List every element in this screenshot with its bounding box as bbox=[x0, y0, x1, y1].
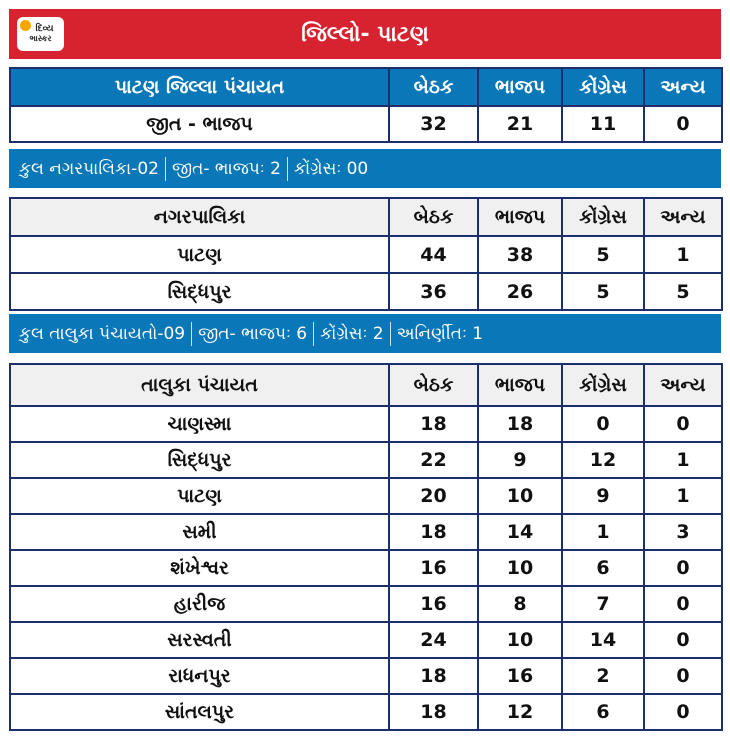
header-cell: અન્ય bbox=[644, 198, 722, 236]
divya-bhaskar-logo bbox=[17, 17, 64, 51]
cell: 3 bbox=[644, 514, 722, 550]
cell: પાટણ bbox=[10, 236, 389, 273]
table-row bbox=[10, 514, 722, 550]
cell: 5 bbox=[562, 273, 644, 310]
header-cell: ભાજપ bbox=[478, 364, 562, 406]
cell: 0 bbox=[562, 406, 644, 442]
divider bbox=[313, 322, 314, 346]
cell: 5 bbox=[644, 273, 722, 310]
cell: 20 bbox=[389, 478, 478, 514]
cell: શંખેશ્વર bbox=[10, 550, 389, 586]
cell: 1 bbox=[644, 236, 722, 273]
taluka-table bbox=[9, 363, 723, 731]
cell: 10 bbox=[478, 478, 562, 514]
cell: 6 bbox=[562, 694, 644, 730]
cell: 22 bbox=[389, 442, 478, 478]
cell: 16 bbox=[389, 550, 478, 586]
cell: 18 bbox=[389, 694, 478, 730]
cell: સિદ્ધપુર bbox=[10, 442, 389, 478]
cell: 0 bbox=[644, 586, 722, 622]
cell: 0 bbox=[644, 694, 722, 730]
cell: 24 bbox=[389, 622, 478, 658]
cell: 7 bbox=[562, 586, 644, 622]
table-row bbox=[10, 406, 722, 442]
header-cell: પાટણ જિલ્લા પંચાયત bbox=[10, 68, 389, 106]
cell: 26 bbox=[478, 273, 562, 310]
header-cell: કોંગ્રેસ bbox=[562, 68, 644, 106]
cell: 18 bbox=[478, 406, 562, 442]
municipal-header-row bbox=[10, 198, 722, 236]
cell: 32 bbox=[389, 106, 478, 142]
cell: 16 bbox=[478, 658, 562, 694]
taluka-header-row bbox=[10, 364, 722, 406]
header-cell: બેઠક bbox=[389, 198, 478, 236]
header-cell: તાલુકા પંચાયત bbox=[10, 364, 389, 406]
page-title: જિલ્લો- પાટણ bbox=[301, 21, 429, 47]
district-table bbox=[9, 67, 723, 143]
band-segment: કુલ તાલુકા પંચાયતો-09 bbox=[19, 323, 186, 344]
header-cell: ભાજપ bbox=[478, 198, 562, 236]
band-segment: જીત- ભાજપઃ 2 bbox=[171, 158, 281, 179]
cell: સાંતલપુર bbox=[10, 694, 389, 730]
table-row bbox=[10, 694, 722, 730]
header-cell: બેઠક bbox=[389, 68, 478, 106]
header-cell: કોંગ્રેસ bbox=[562, 198, 644, 236]
cell: 9 bbox=[562, 478, 644, 514]
cell: 44 bbox=[389, 236, 478, 273]
header-cell: ભાજપ bbox=[478, 68, 562, 106]
divider bbox=[287, 157, 288, 181]
table-row bbox=[10, 273, 722, 310]
cell: 1 bbox=[644, 478, 722, 514]
header-cell: બેઠક bbox=[389, 364, 478, 406]
table-row bbox=[10, 106, 722, 142]
municipal-summary-band bbox=[9, 149, 721, 188]
cell: 6 bbox=[562, 550, 644, 586]
header-cell: અન્ય bbox=[644, 68, 722, 106]
logo-line2: ભાસ્કર bbox=[29, 34, 52, 43]
cell: જીત - ભાજપ bbox=[10, 106, 389, 142]
cell: 8 bbox=[478, 586, 562, 622]
cell: સરસ્વતી bbox=[10, 622, 389, 658]
table-row bbox=[10, 478, 722, 514]
municipal-table bbox=[9, 197, 723, 311]
table-row bbox=[10, 236, 722, 273]
header-cell: અન્ય bbox=[644, 364, 722, 406]
table-row bbox=[10, 586, 722, 622]
cell: 14 bbox=[478, 514, 562, 550]
band-segment: અનિર્ણીતઃ 1 bbox=[396, 323, 484, 344]
logo-line1: દિવ્ય bbox=[35, 24, 54, 34]
divider bbox=[390, 322, 391, 346]
title-bar bbox=[9, 9, 721, 59]
cell: ચાણસ્મા bbox=[10, 406, 389, 442]
cell: 0 bbox=[644, 550, 722, 586]
cell: 36 bbox=[389, 273, 478, 310]
cell: 38 bbox=[478, 236, 562, 273]
cell: 18 bbox=[389, 658, 478, 694]
cell: સમી bbox=[10, 514, 389, 550]
table-row bbox=[10, 442, 722, 478]
taluka-summary-band bbox=[9, 314, 721, 353]
cell: સિદ્ધપુર bbox=[10, 273, 389, 310]
table-row bbox=[10, 622, 722, 658]
cell: 1 bbox=[644, 442, 722, 478]
cell: હારીજ bbox=[10, 586, 389, 622]
cell: 14 bbox=[562, 622, 644, 658]
cell: 10 bbox=[478, 622, 562, 658]
table-row bbox=[10, 550, 722, 586]
divider bbox=[191, 322, 192, 346]
district-header-row bbox=[10, 68, 722, 106]
cell: 18 bbox=[389, 406, 478, 442]
cell: પાટણ bbox=[10, 478, 389, 514]
cell: 10 bbox=[478, 550, 562, 586]
header-cell: નગરપાલિકા bbox=[10, 198, 389, 236]
cell: 12 bbox=[478, 694, 562, 730]
cell: 9 bbox=[478, 442, 562, 478]
divider bbox=[165, 157, 166, 181]
cell: 16 bbox=[389, 586, 478, 622]
cell: 0 bbox=[644, 622, 722, 658]
cell: 0 bbox=[644, 106, 722, 142]
cell: રાધનપુર bbox=[10, 658, 389, 694]
band-segment: કુલ નગરપાલિકા-02 bbox=[19, 158, 159, 179]
cell: 0 bbox=[644, 658, 722, 694]
band-segment: કોંગ્રેસઃ 2 bbox=[320, 323, 384, 344]
band-segment: જીત- ભાજપઃ 6 bbox=[198, 323, 308, 344]
header-cell: કોંગ્રેસ bbox=[562, 364, 644, 406]
band-segment: કોંગ્રેસઃ 00 bbox=[293, 158, 369, 179]
sun-icon bbox=[20, 20, 31, 31]
cell: 5 bbox=[562, 236, 644, 273]
cell: 18 bbox=[389, 514, 478, 550]
cell: 2 bbox=[562, 658, 644, 694]
cell: 1 bbox=[562, 514, 644, 550]
cell: 21 bbox=[478, 106, 562, 142]
table-row bbox=[10, 658, 722, 694]
cell: 11 bbox=[562, 106, 644, 142]
cell: 0 bbox=[644, 406, 722, 442]
cell: 12 bbox=[562, 442, 644, 478]
